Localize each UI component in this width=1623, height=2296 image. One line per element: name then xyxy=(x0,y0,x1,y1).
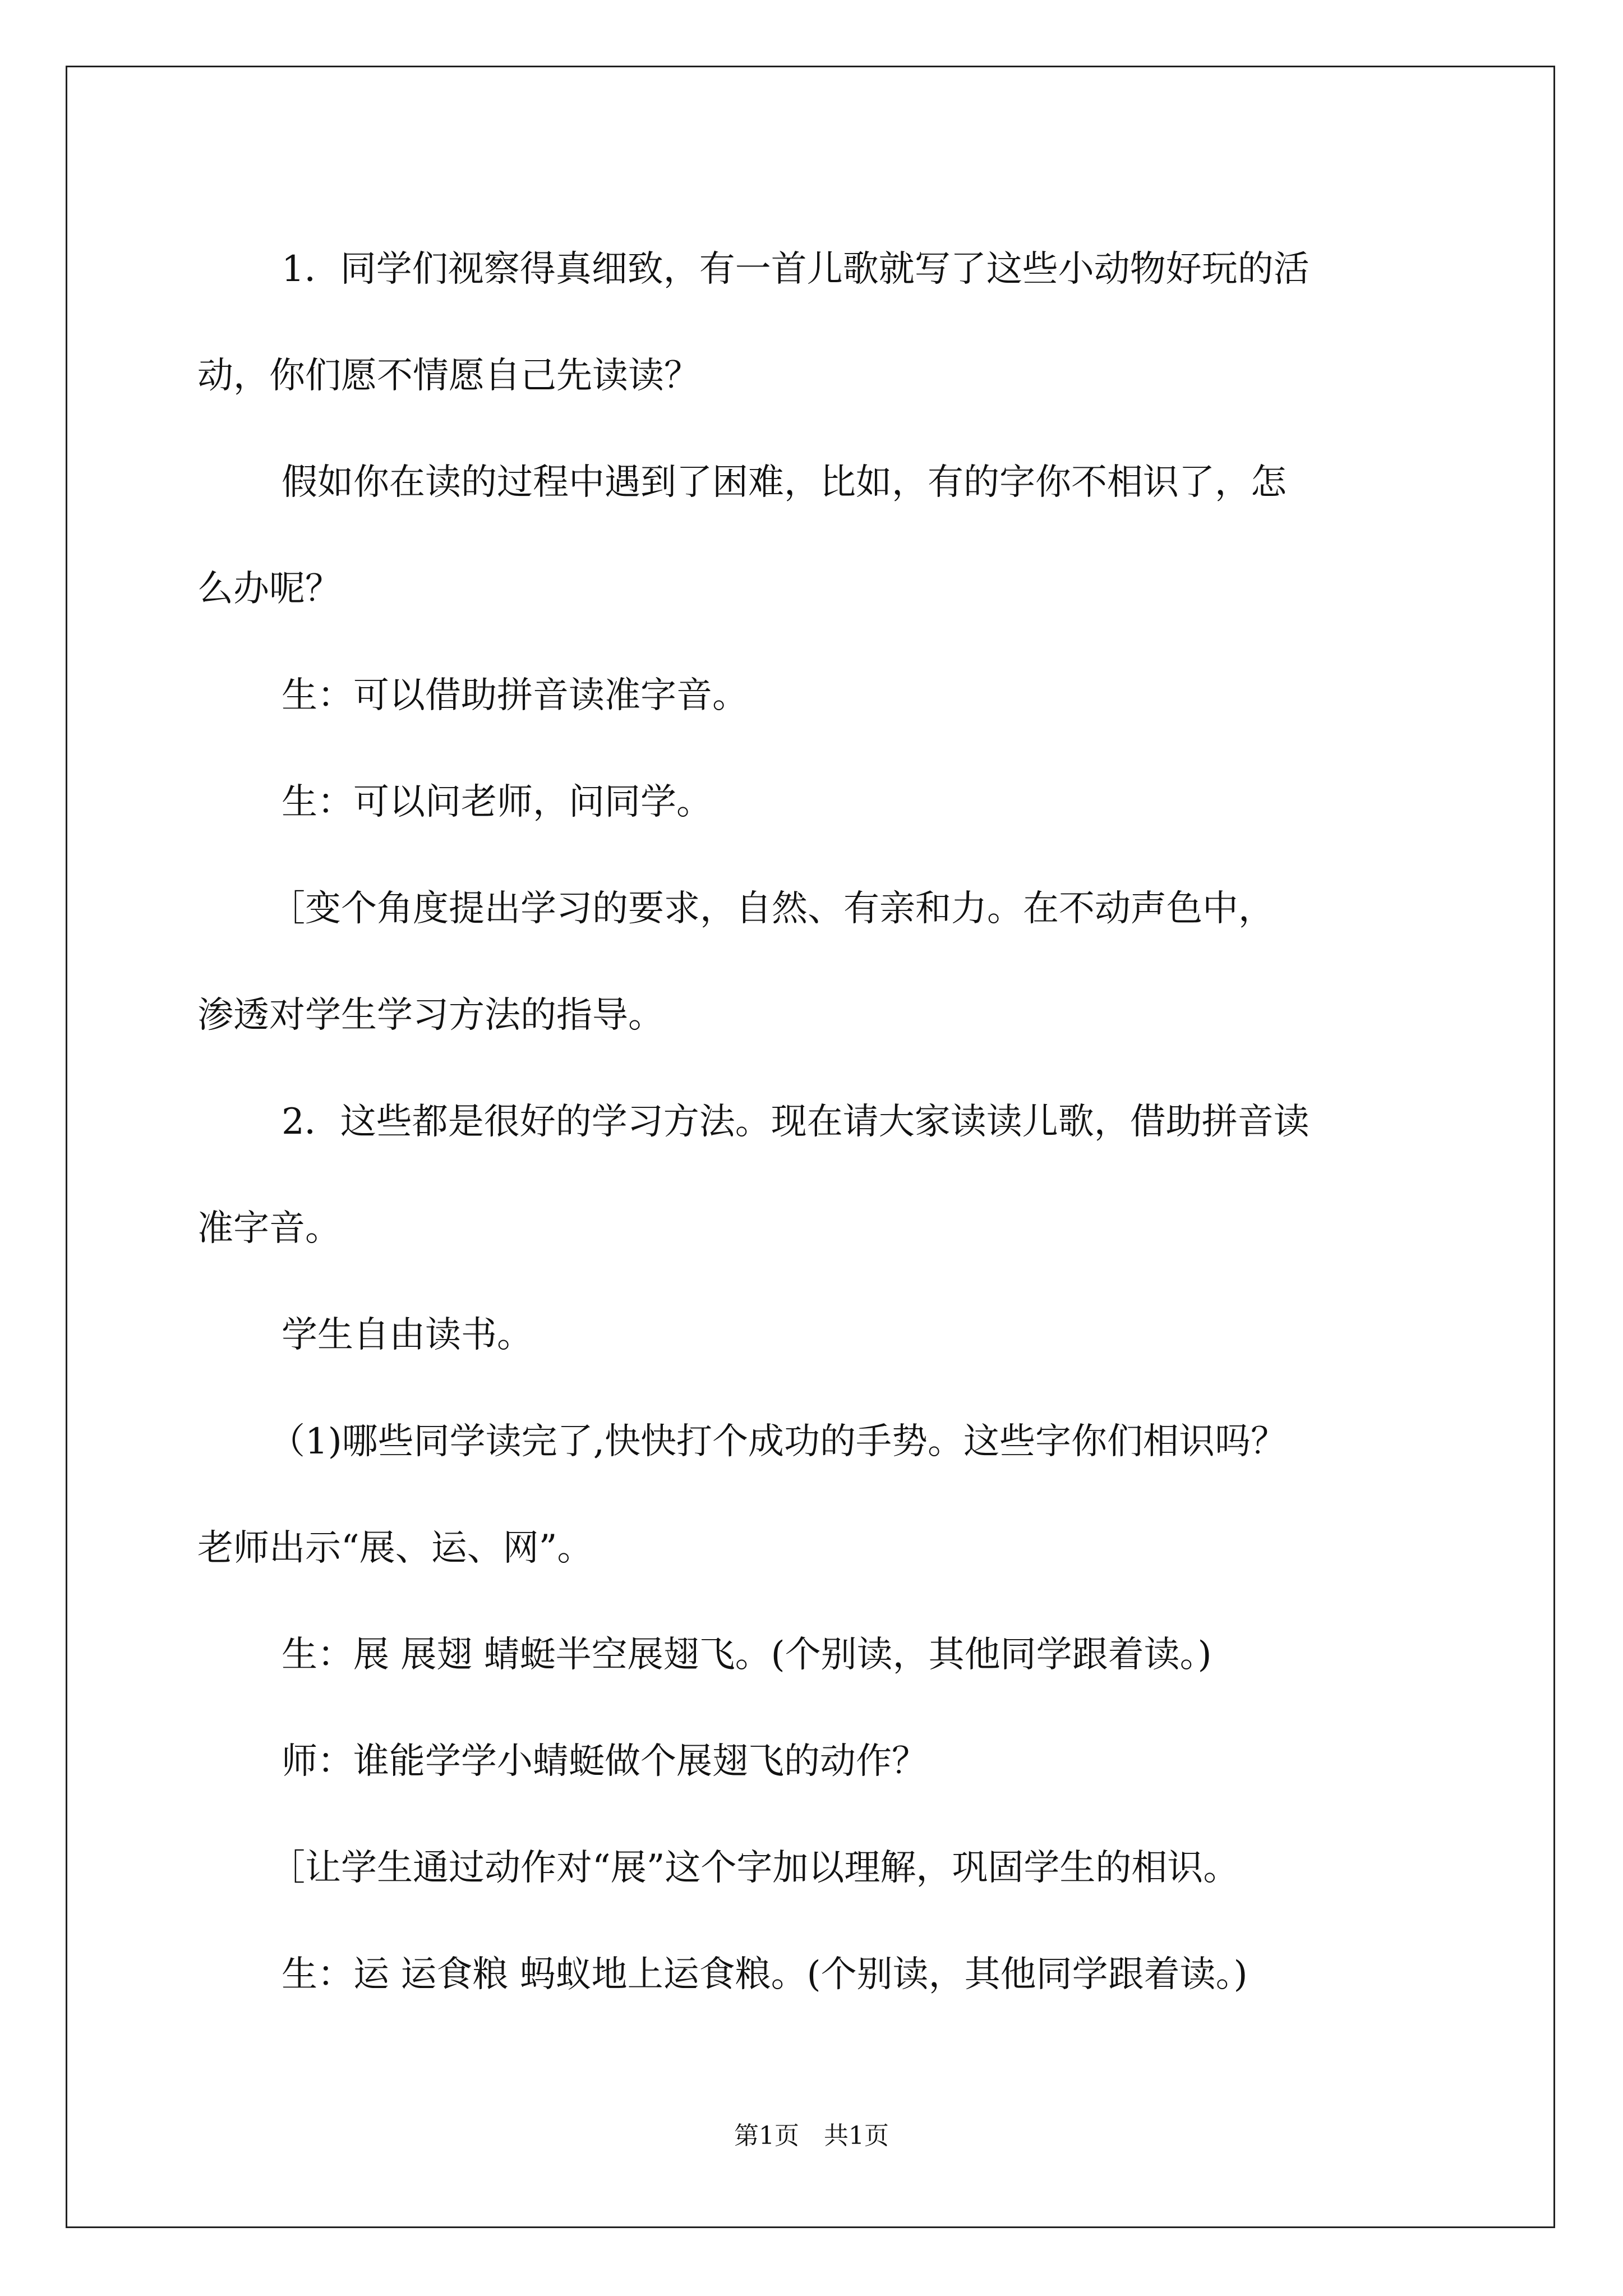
paragraph-7: 学生自由读书。 xyxy=(282,1314,533,1356)
paragraph-5-line-1: ［变个角度提出学习的要求，自然、有亲和力。在不动声色中， xyxy=(269,888,1274,930)
paragraph-4: 生：可以问老师，问同学。 xyxy=(282,781,712,823)
paragraph-10: 师：谁能学学小蜻蜓做个展翅飞的动作？ xyxy=(282,1741,928,1782)
paragraph-1-line-1: 1．同学们视察得真细致，有一首儿歌就写了这些小动物好玩的活 xyxy=(282,249,1310,290)
paragraph-3: 生：可以借助拼音读准字音。 xyxy=(282,675,748,716)
paragraph-9: 生：展 展翅 蜻蜓半空展翅飞。(个别读，其他同学跟着读。) xyxy=(282,1634,1212,1676)
paragraph-12: 生：运 运食粮 蚂蚁地上运食粮。(个别读，其他同学跟着读。) xyxy=(282,1954,1248,1995)
paragraph-6-line-2: 准字音。 xyxy=(197,1208,341,1249)
paragraph-6-line-1: 2．这些都是很好的学习方法。现在请大家读读儿歌，借助拼音读 xyxy=(282,1101,1310,1143)
paragraph-5-line-2: 渗透对学生学习方法的指导。 xyxy=(197,995,664,1036)
paragraph-8-line-1: （1)哪些同学读完了,快快打个成功的手势。这些字你们相识吗？ xyxy=(269,1421,1287,1462)
paragraph-11: ［让学生通过动作对“展”这个字加以理解，巩固学生的相识。 xyxy=(269,1847,1239,1889)
paragraph-8-line-2: 老师出示“展、运、网”。 xyxy=(197,1527,593,1569)
document-body xyxy=(197,216,1420,2028)
paragraph-1-line-2: 动，你们愿不情愿自己先读读？ xyxy=(197,355,700,397)
paragraph-2-line-1: 假如你在读的过程中遇到了困难，比如，有的字你不相识了，怎 xyxy=(282,462,1287,503)
paragraph-2-line-2: 么办呢？ xyxy=(197,568,341,610)
page-footer: 第1页 共1页 xyxy=(734,2122,889,2150)
